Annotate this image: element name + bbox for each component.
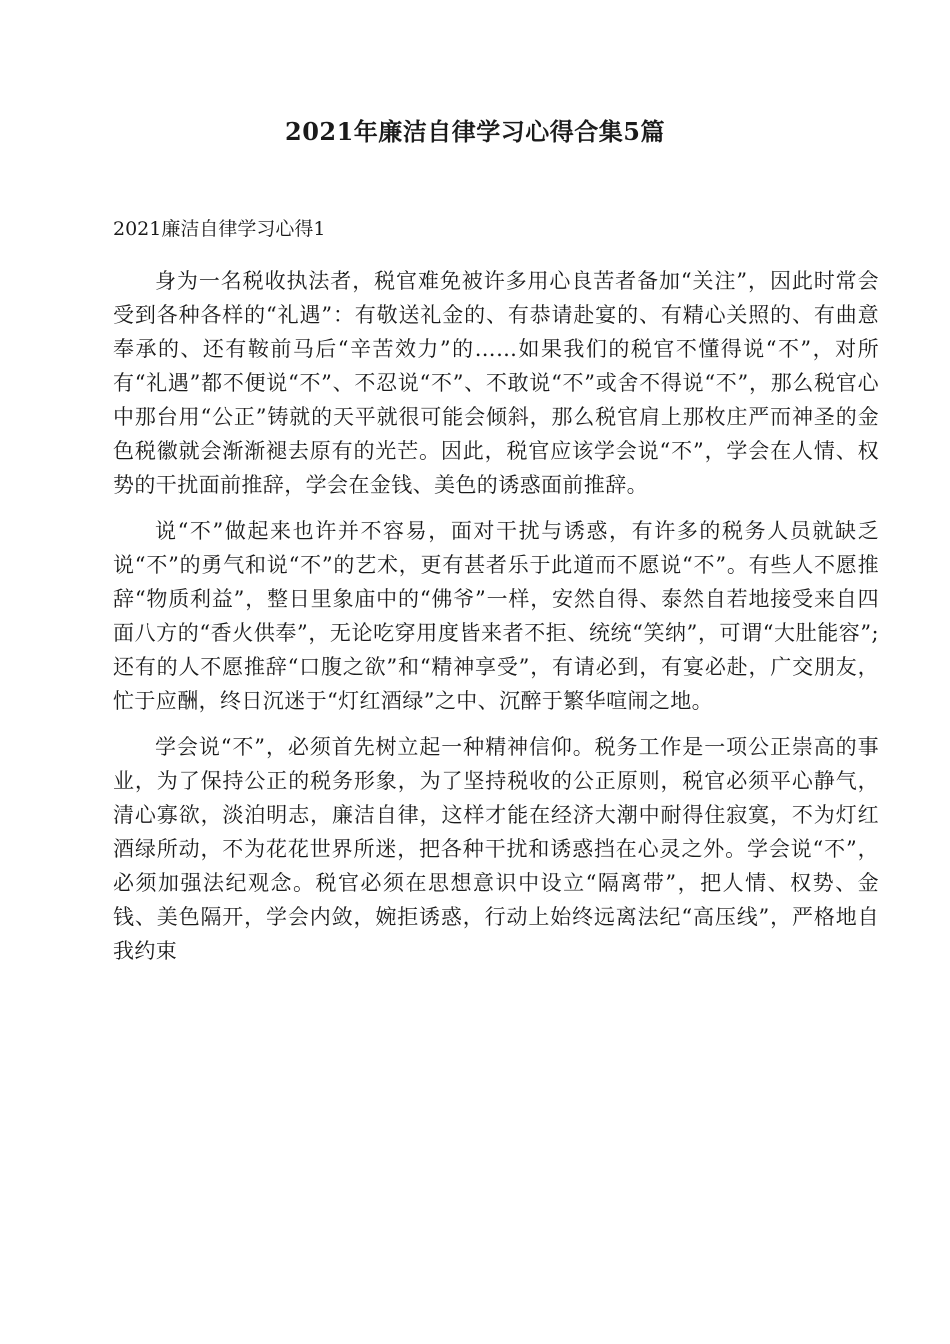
- paragraph-2: 说“不”做起来也许并不容易，面对干扰与诱惑，有许多的税务人员就缺乏说“不”的勇气和说“不”的艺术，更有甚者乐于此道而不愿说“不”。有些人不愿推辞“物质利益”，整日里象庙中的“佛爷”一样，安然自得、泰然自若地接受来自四面八方的“香火供奉”，无论吃穿用度皆来者不拒、统统“笑纳”，可谓“大肚能容”;还有的人不愿推辞“口腹之欲”和“精神享受”，有请必到，有宴必赴，广交朋友，忙于应酬，终日沉迷于“灯红酒绿”之中、沉醉于繁华喧闹之地。: [113, 519, 879, 713]
- document-body: [113, 212, 879, 980]
- document-title: 2021年廉洁自律学习心得合集5篇: [285, 117, 665, 147]
- paragraph-1: 身为一名税收执法者，税官难免被许多用心良苦者备加“关注”，因此时常会受到各种各样的“礼遇”：有敬送礼金的、有恭请赴宴的、有精心关照的、有曲意奉承的、还有鞍前马后“辛苦效力”的……如果我们的税官不懂得说“不”，对所有“礼遇”都不便说“不”、不忍说“不”、不敢说“不”或舍不得说“不”，那么税官心中那台用“公正”铸就的天平就很可能会倾斜，那么税官肩上那枚庄严而神圣的金色税徽就会渐渐褪去原有的光芒。因此，税官应该学会说“不”，学会在人情、权势的干扰面前推辞，学会在金钱、美色的诱惑面前推辞。: [113, 269, 879, 497]
- paragraph-3: 学会说“不”，必须首先树立起一种精神信仰。税务工作是一项公正崇高的事业，为了保持公正的税务形象，为了坚持税收的公正原则，税官必须平心静气，清心寡欲，淡泊明志，廉洁自律，这样才能在经济大潮中耐得住寂寞，不为灯红酒绿所动，不为花花世界所迷，把各种干扰和诱惑挡在心灵之外。学会说“不”，必须加强法纪观念。税官必须在思想意识中设立“隔离带”，把人情、权势、金钱、美色隔开，学会内敛，婉拒诱惑，行动上始终远离法纪“高压线”，严格地自我约束: [113, 735, 879, 963]
- section-heading: 2021廉洁自律学习心得1: [113, 218, 326, 240]
